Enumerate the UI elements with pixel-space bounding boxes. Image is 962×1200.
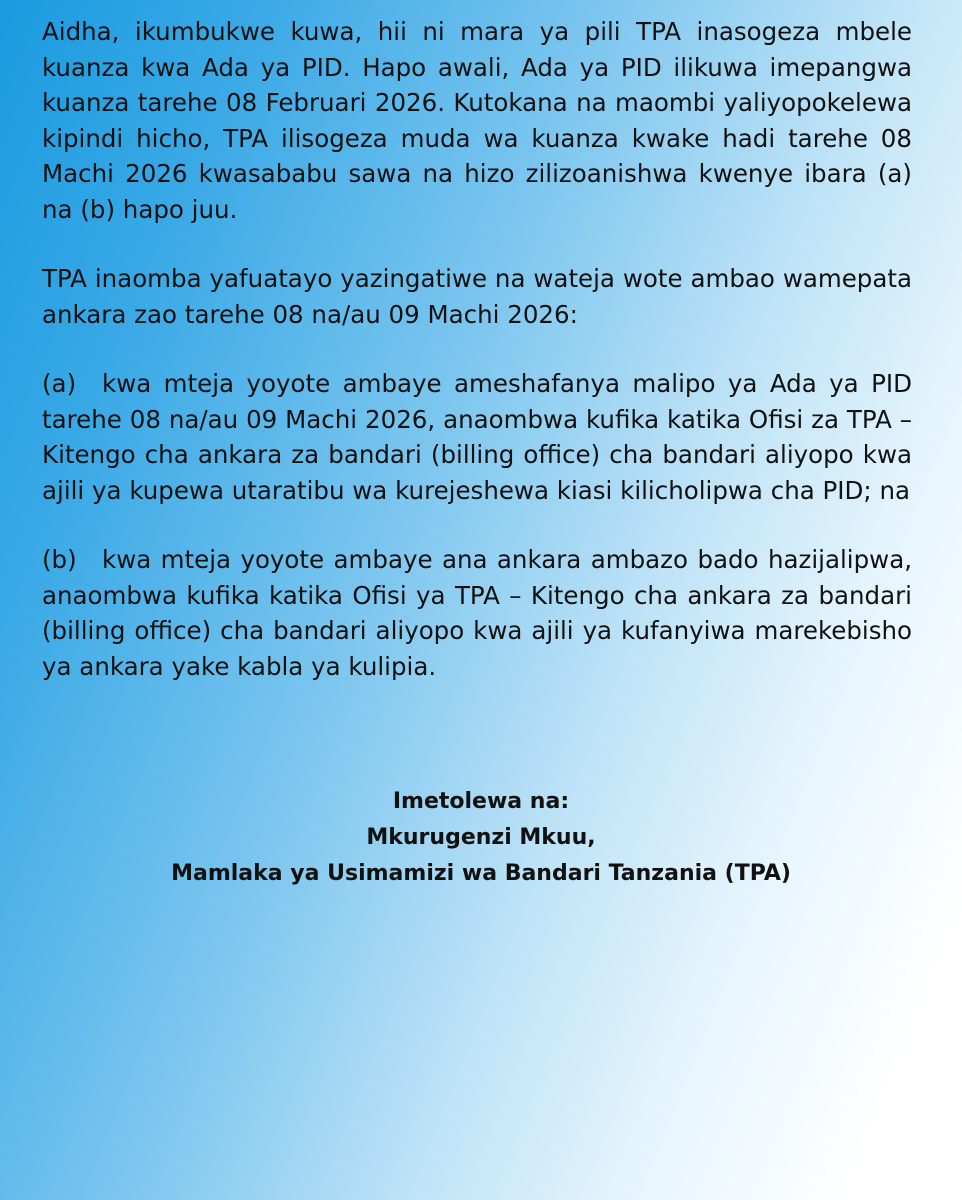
signature-issued-by: Imetolewa na:	[392, 789, 570, 814]
signature-title: Mkurugenzi Mkuu,	[366, 825, 596, 850]
item-a-label: (a)	[42, 369, 77, 398]
paragraph-request: TPA inaomba yafuatayo yazingatiwe na wateja wote ambao wamepata ankara zao tarehe 08 na/au 09 Machi 2026:	[42, 264, 912, 329]
item-b-label: (b)	[42, 545, 77, 574]
item-a-text: kwa mteja yoyote ambaye ameshafanya malipo ya Ada ya PID tarehe 08 na/au 09 Machi 2026, anaombwa kufika katika Ofisi za TPA – Kitengo cha ankara za bandari (billing office) cha bandari aliyopo kwa ajili ya kupewa utaratibu wa kurejeshewa kiasi kilicholipwa cha PID; na	[42, 369, 912, 505]
paragraph-intro: Aidha, ikumbukwe kuwa, hii ni mara ya pili TPA inasogeza mbele kuanza kwa Ada ya PID. Hapo awali, Ada ya PID ilikuwa imepangwa kuanza tarehe 08 Februari 2026. Kutokana na maombi yaliyopokelewa kipindi hicho, TPA ilisogeza muda wa kuanza kwake hadi tarehe 08 Machi 2026 kwasababu sawa na hizo zilizoanishwa kwenye ibara (a) na (b) hapo juu.	[42, 17, 912, 224]
list-item-a	[42, 366, 912, 508]
item-b-text: kwa mteja yoyote ambaye ana ankara ambazo bado hazijalipwa, anaombwa kufika katika Ofisi ya TPA – Kitengo cha ankara za bandari (billing office) cha bandari aliyopo kwa ajili ya kufanyiwa marekebisho ya ankara yake kabla ya kulipia.	[42, 545, 912, 681]
document-body	[42, 14, 912, 684]
signature-block	[0, 784, 962, 892]
signature-organization: Mamlaka ya Usimamizi wa Bandari Tanzania (TPA)	[171, 861, 791, 886]
list-item-b	[42, 542, 912, 684]
